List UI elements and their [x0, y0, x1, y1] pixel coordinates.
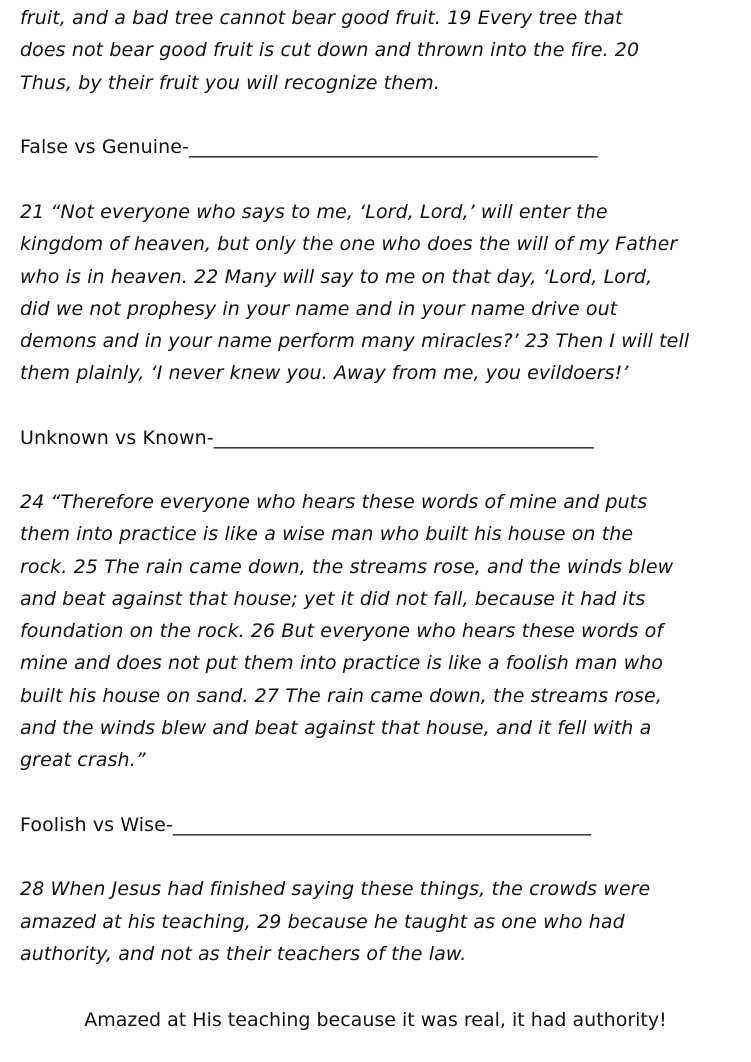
fill-in-blank: ___________________________________________ [188, 136, 598, 158]
passage-2-line-4: did we not prophesy in your name and in your name drive out [20, 298, 618, 320]
passage-3-line-3: rock. 25 The rain came down, the streams rose, and the winds blew [20, 556, 674, 578]
fill-in-foolish-vs-wise [20, 813, 591, 837]
fill-in-false-vs-genuine [20, 135, 597, 159]
passage-2-line-2: kingdom of heaven, but only the one who does the will of my Father [20, 233, 678, 255]
passage-1-line-1: fruit, and a bad tree cannot bear good fruit. 19 Every tree that [20, 7, 623, 29]
passage-3-line-8: and the winds blew and beat against that house, and it fell with a [20, 717, 652, 739]
passage-3-line-7: built his house on sand. 27 The rain came down, the streams rose, [20, 685, 662, 707]
passage-3-line-6: mine and does not put them into practice is like a foolish man who [20, 652, 664, 674]
passage-3-line-9: great crash.” [20, 749, 146, 771]
fill-in-label: False vs Genuine- [20, 136, 189, 158]
passage-2-line-5: demons and in your name perform many miracles?’ 23 Then I will tell [20, 330, 690, 352]
fill-in-blank: ________________________________________ [213, 427, 594, 449]
passage-3-line-1: 24 “Therefore everyone who hears these words of mine and puts [20, 491, 648, 513]
passage-3-line-5: foundation on the rock. 26 But everyone who hears these words of [20, 620, 664, 642]
passage-4-line-1: 28 When Jesus had finished saying these things, the crowds were [20, 878, 651, 900]
passage-2-line-3: who is in heaven. 22 Many will say to me on that day, ‘Lord, Lord, [20, 266, 653, 288]
fill-in-blank: ____________________________________________ [172, 814, 591, 836]
fill-in-unknown-vs-known [20, 426, 594, 450]
passage-1-line-3: Thus, by their fruit you will recognize them. [20, 72, 440, 94]
passage-4-line-3: authority, and not as their teachers of the law. [20, 943, 467, 965]
fill-in-label: Foolish vs Wise- [20, 814, 173, 836]
passage-1-line-2: does not bear good fruit is cut down and thrown into the fire. 20 [20, 39, 640, 61]
passage-3-line-4: and beat against that house; yet it did not fall, because it had its [20, 588, 646, 610]
passage-2-line-6: them plainly, ‘I never knew you. Away from me, you evildoers!’ [20, 362, 629, 384]
passage-4-line-2: amazed at his teaching, 29 because he taught as one who had [20, 911, 625, 933]
closing-statement: Amazed at His teaching because it was real, it had authority! [84, 1009, 667, 1031]
passage-3-line-2: them into practice is like a wise man who built his house on the [20, 523, 634, 545]
fill-in-label: Unknown vs Known- [20, 427, 214, 449]
passage-2-line-1: 21 “Not everyone who says to me, ‘Lord, Lord,’ will enter the [20, 201, 608, 223]
